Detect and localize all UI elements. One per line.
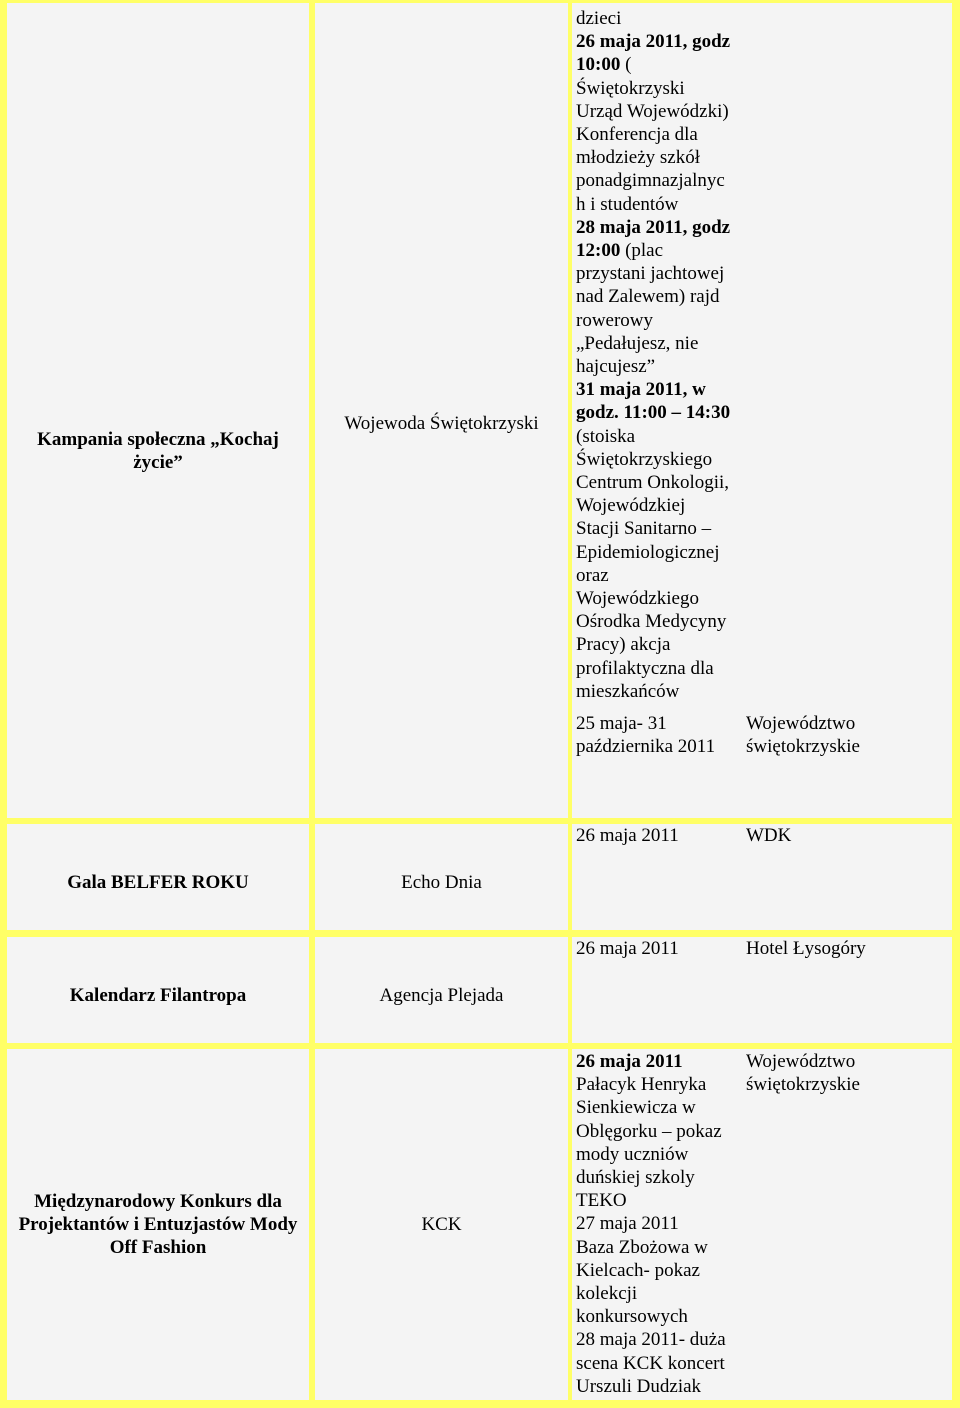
row-2-organizer: Echo Dnia — [401, 871, 482, 893]
detail-line: TEKO — [576, 1190, 627, 1212]
detail-line: Wojewódzkiej — [576, 495, 686, 517]
row-3-organizer-cell — [315, 937, 568, 1043]
detail-line: hajcujesz” — [576, 356, 656, 378]
row-1-organizer-cell — [315, 3, 568, 818]
detail-line: Pałacyk Henryka — [576, 1074, 707, 1096]
detail-line: profilaktyczna dla — [576, 657, 714, 679]
row-1-name-cell — [7, 3, 309, 818]
detail-line: mieszkańców — [576, 680, 680, 702]
detail-line: oraz — [576, 564, 609, 586]
detail-line: duńskiej szkoly — [576, 1167, 695, 1189]
row-1-place-line: Województwo — [746, 713, 856, 734]
row-1-date-line: października 2011 — [576, 736, 716, 758]
detail-line: h i studentów — [576, 193, 679, 215]
row-3-place: Hotel Łysogóry — [746, 938, 866, 959]
row-4-name: Międzynarodowy Konkurs dla Projektantów i Entuzjastów Mody Off Fashion — [18, 1191, 298, 1258]
row-3-date-cell — [572, 937, 743, 1043]
row-1-date-line: 25 maja- 31 — [576, 713, 667, 734]
detail-line: Urząd Wojewódzki) — [576, 100, 729, 122]
detail-line: 28 maja 2011, godz — [576, 216, 731, 238]
row-2-name: Gala BELFER ROKU — [67, 871, 249, 893]
row-2-name-cell — [7, 824, 309, 930]
detail-line: „Pedałujesz, nie — [576, 332, 699, 354]
detail-line: Oblęgorku – pokaz — [576, 1120, 722, 1142]
detail-line: 27 maja 2011 — [576, 1213, 679, 1235]
detail-line: 10:00 ( — [576, 54, 632, 76]
detail-line: (stoiska — [576, 425, 636, 447]
row-4-details — [576, 1050, 743, 1398]
row-2-date-cell — [572, 824, 743, 930]
detail-line: 31 maja 2011, w — [576, 379, 706, 401]
detail-line: Epidemiologicznej — [576, 541, 720, 563]
row-4-place-line: Województwo — [746, 1051, 856, 1072]
detail-line: nad Zalewem) rajd — [576, 286, 720, 308]
detail-line: przystani jachtowej — [576, 263, 725, 285]
detail-line: kolekcji — [576, 1283, 638, 1305]
detail-line: 26 maja 2011, godz — [576, 31, 731, 53]
row-2-place-cell — [743, 824, 952, 930]
detail-line: Urszuli Dudziak — [576, 1375, 702, 1397]
detail-line: Ośrodka Medycyny — [576, 611, 727, 633]
detail-line: Konferencja dla — [576, 124, 698, 146]
detail-line: dzieci — [576, 8, 622, 29]
row-1-details — [576, 7, 743, 703]
row-1-place-cell — [743, 3, 952, 818]
detail-line: godz. 11:00 – 14:30 — [576, 402, 731, 424]
row-2-date: 26 maja 2011 — [576, 825, 679, 846]
detail-line: Centrum Onkologii, — [576, 472, 730, 494]
detail-line: 28 maja 2011- duża — [576, 1329, 726, 1351]
detail-line: scena KCK koncert — [576, 1352, 725, 1374]
row-4-details-cell — [572, 1049, 743, 1400]
detail-line: rowerowy — [576, 309, 654, 331]
detail-line: ponadgimnazjalnyc — [576, 170, 725, 192]
detail-line: Kielcach- pokaz — [576, 1259, 700, 1281]
row-4-organizer: KCK — [421, 1214, 462, 1235]
row-3-place-cell — [743, 937, 952, 1043]
detail-line: Świętokrzyskiego — [576, 448, 713, 470]
row-4-name-cell — [7, 1049, 309, 1400]
row-3-date: 26 maja 2011 — [576, 938, 679, 959]
row-1-details-cell — [572, 3, 743, 712]
row-1-name: Kampania społeczna „Kochaj życie” — [37, 428, 279, 473]
row-2-organizer-cell — [315, 824, 568, 930]
row-1-organizer: Wojewoda Świętokrzyski — [344, 412, 539, 434]
detail-line: Sienkiewicza w — [576, 1097, 696, 1119]
row-4-organizer-cell — [315, 1049, 568, 1400]
row-1-place-line: świętokrzyskie — [746, 736, 860, 758]
row-3-name: Kalendarz Filantropa — [69, 984, 247, 1006]
detail-line: Wojewódzkiego — [576, 588, 699, 610]
detail-line: młodzieży szkół — [576, 147, 700, 169]
detail-line: 12:00 (plac — [576, 240, 664, 262]
detail-line: Stacji Sanitarno – — [576, 518, 712, 540]
detail-line: 26 maja 2011 — [576, 1051, 683, 1072]
row-2-place: WDK — [746, 825, 792, 846]
detail-line: mody uczniów — [576, 1143, 689, 1165]
row-4-place-cell — [743, 1049, 952, 1400]
detail-line: Świętokrzyski — [576, 77, 685, 99]
row-4-place-line: świętokrzyskie — [746, 1074, 860, 1096]
detail-line: konkursowych — [576, 1306, 688, 1328]
row-1-date-cell — [572, 712, 743, 818]
row-3-organizer: Agencja Plejada — [379, 984, 504, 1006]
detail-line: Baza Zbożowa w — [576, 1236, 708, 1258]
detail-line: Pracy) akcja — [576, 634, 671, 656]
row-3-name-cell — [7, 937, 309, 1043]
